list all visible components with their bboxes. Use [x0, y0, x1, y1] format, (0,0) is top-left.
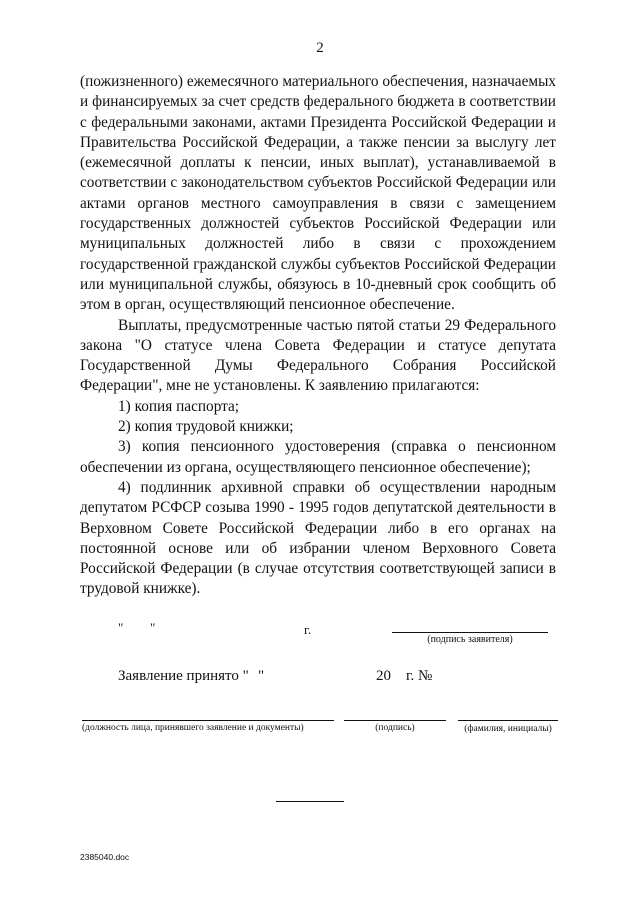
paragraph-continuation: (пожизненного) ежемесячного материального обеспечения, назначаемых и финансируемых за счет средств федерального бюджета в соответствии с федеральными законами, актами Президента Российской Федерации и Правительства Российской Федерации, а также пенсии за выслугу лет (ежемесячной доплаты к пенсии, иных выплат), устанавливаемой в соответствии с законодательством субъектов Российской Федерации или актами органов местного самоуправления в связи с замещением государственных должностей субъектов Российской Федерации или муниципальных должностей либо в связи с прохождением государственной гражданской службы субъектов Российской Федерации или муниципальной службы, обязуюсь в 10-дневный срок сообщить об этом в орган, осуществляющий пенсионное обеспечение.: [80, 73, 556, 314]
official-name-line: [458, 720, 558, 721]
accepted-quote-close: ": [258, 668, 265, 684]
official-signature-caption: (подпись): [375, 723, 415, 733]
date-quote-close: ": [150, 620, 156, 635]
attachment-item-passport: 1) копия паспорта;: [118, 397, 240, 415]
applicant-signature-line: [392, 632, 548, 633]
paragraph-payments: Выплаты, предусмотренные частью пятой статьи 29 Федерального закона "О статусе члена Совета Федерации и статусе депутата Государственной Думы Федерального Собрания Российской Федерации", мне не установлены. К заявлению прилагаются:: [80, 316, 556, 395]
accepted-year-number: 20 г. №: [376, 668, 433, 684]
attachment-item-workbook: 2) копия трудовой книжки;: [118, 418, 294, 436]
official-signature-block: [0, 716, 640, 776]
official-signature-line: [344, 720, 446, 721]
attachment-item-archive-certificate: 4) подлинник архивной справки об осуществлении народным депутатом РСФСР созыва 1990 - 1995 годов депутатской деятельности в Верховном Совете Российской Федерации либо в его органах на постоянной основе или об избрании членом Верховного Совета Российской Федерации (в случае отсутствия соответствующей записи в трудовой книжке).: [80, 478, 556, 598]
official-name-caption: (фамилия, инициалы): [464, 724, 552, 734]
signature-row: [0, 620, 640, 650]
date-quote-open: ": [118, 620, 124, 635]
end-separator: [276, 801, 344, 802]
page-number: 2: [316, 40, 324, 56]
file-name: 2385040.doc: [80, 852, 130, 862]
body-text: [80, 72, 556, 600]
date-year-suffix: г.: [304, 622, 312, 637]
position-caption: (должность лица, принявшего заявление и документы): [82, 723, 304, 733]
attachment-item-pension-certificate: 3) копия пенсионного удостоверения (справка о пенсионном обеспечении из органа, осуществляющего пенсионное обеспечение);: [80, 438, 556, 476]
position-line: [82, 720, 334, 721]
applicant-signature-caption: (подпись заявителя): [427, 634, 513, 645]
accepted-label: Заявление принято ": [118, 668, 249, 684]
